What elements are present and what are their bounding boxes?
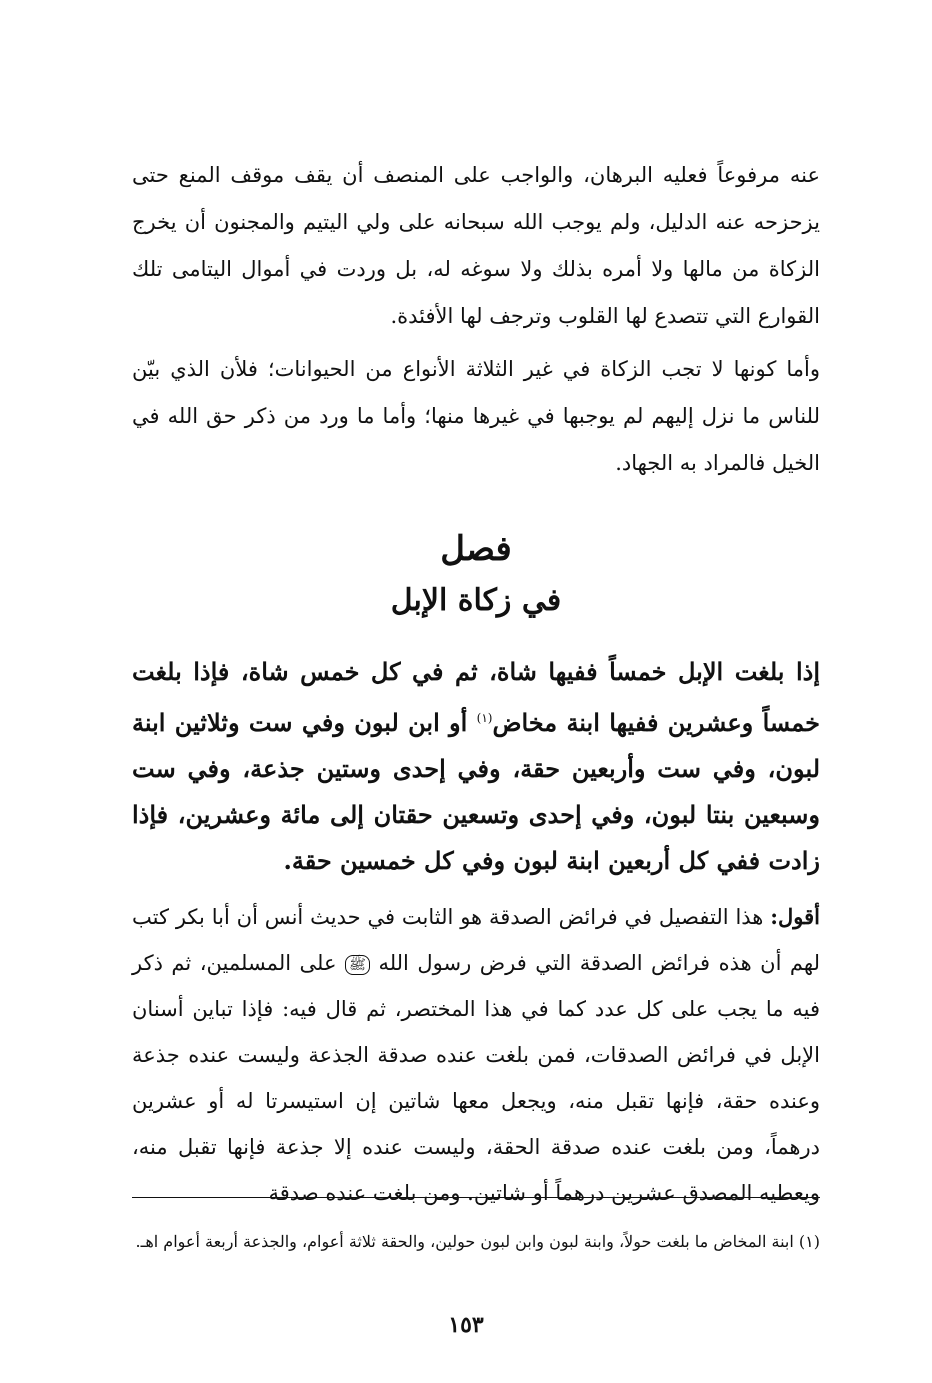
commentary-paragraph: [132, 894, 820, 1216]
intro-paragraph-2: وأما كونها لا تجب الزكاة في غير الثلاثة الأنواع من الحيوانات؛ فلأن الذي بيّن للناس ما نزل إليهم لم يوجبها في غيرها منها؛ وأما ما ورد من ذكر حق الله في الخيل فالمراد به الجهاد.: [132, 357, 820, 475]
footnote-divider: [132, 1197, 820, 1198]
commentary-text-part-2: على المسلمين، ثم ذكر فيه ما يجب على كل عدد كما في هذا المختصر، ثم قال فيه: فإذا تباين أسنان الإبل في فرائض الصدقات، فمن بلغت عنده صدقة الجذعة وليست عنده جذعة وعنده حقة، فإنها تقبل منه، ويجعل معها شاتين إن استيسرتا له أو عشرين درهماً، ومن بلغت عنده صدقة الحقة، وليست عنده إلا جذعة فإنها تقبل منه، ويعطيه المصدق عشرين درهماً أو شاتين. ومن بلغت عنده صدقة: [132, 951, 821, 1205]
commentary-lead: أقول:: [770, 904, 820, 929]
page-body: [132, 152, 820, 1216]
section-heading: فصل: [440, 529, 512, 569]
honorific-ligature-icon: ﷺ: [345, 955, 370, 975]
matn-text-part-1: إذا بلغت الإبل خمساً ففيها شاة، ثم في كل خمس شاة، فإذا بلغت خمساً وعشرين ففيها ابنة مخاض: [132, 657, 821, 737]
matn-text: [132, 649, 820, 884]
footnote-marker: (١): [476, 711, 493, 725]
footnote: (١) ابنة المخاض ما بلغت حولاً، وابنة لبون وابن لبون حولين، والحقة ثلاثة أعوام، والجذعة أربعة أعوام اهـ.: [135, 1232, 820, 1251]
page-number: ١٥٣: [448, 1312, 484, 1338]
matn-text-part-2: أو ابن لبون وفي ست وثلاثين ابنة لبون، وفي ست وأربعين حقة، وفي إحدى وستين جذعة، وفي ست وسبعين بنتا لبون، وفي إحدى وتسعين حقتان إلى مائة وعشرين، فإذا زادت ففي كل أربعين ابنة لبون وفي كل خمسين حقة.: [132, 708, 821, 875]
commentary-text-part-1: هذا التفصيل في فرائض الصدقة هو الثابت في حديث أنس أن أبا بكر كتب لهم أن هذه فرائض الصدقة التي فرض رسول الله: [132, 905, 820, 975]
section-subheading: في زكاة الإبل: [390, 583, 562, 618]
intro-paragraph-1: عنه مرفوعاً فعليه البرهان، والواجب على المنصف أن يقف موقف المنع حتى يزحزحه عنه الدليل، ولم يوجب الله سبحانه على ولي اليتيم والمجنون أن يخرج الزكاة من مالها ولا أمره بذلك ولا سوغه له، بل وردت في أموال اليتامى تلك القوارع التي تتصدع لها القلوب وترجف لها الأفئدة.: [132, 163, 820, 328]
